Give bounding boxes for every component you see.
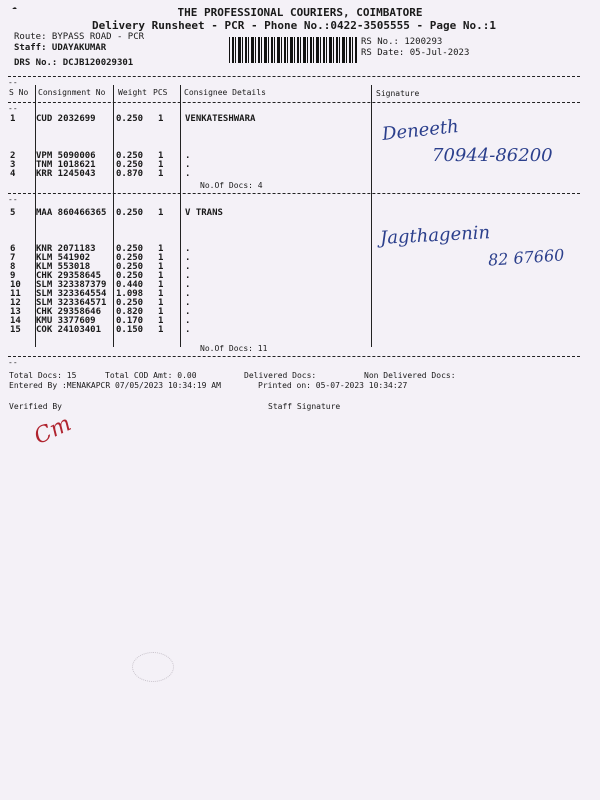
row-consignee: . — [185, 316, 191, 326]
row-weight: 0.440 — [116, 280, 144, 290]
runsheet-title: Delivery Runsheet - PCR - Phone No.:0422-3505555 - Page No.:1 — [92, 19, 496, 32]
staff-signature-label: Staff Signature — [268, 402, 341, 411]
row-consignment: MAA 860466365 — [36, 208, 107, 218]
row-sno: 5 — [10, 208, 16, 218]
stamp-mark — [132, 652, 174, 682]
row-pcs: 1 — [158, 151, 164, 161]
row-sno: 15 — [10, 325, 21, 335]
row-weight: 0.250 — [116, 160, 144, 170]
table-row — [0, 114, 600, 125]
row-pcs: 1 — [158, 244, 164, 254]
row-weight: 0.170 — [116, 316, 144, 326]
row-weight: 0.820 — [116, 307, 144, 317]
divider — [8, 356, 580, 357]
row-pcs: 1 — [158, 253, 164, 263]
row-weight: 0.250 — [116, 151, 144, 161]
row-pcs: 1 — [158, 307, 164, 317]
table-row — [0, 325, 600, 336]
row-sno: 1 — [10, 114, 16, 124]
row-consignee: . — [185, 280, 191, 290]
col-signature: Signature — [376, 89, 420, 98]
non-delivered-docs: Non Delivered Docs: — [364, 371, 456, 380]
row-consignee: . — [185, 307, 191, 317]
corner-mark: ☁ — [12, 2, 17, 11]
company-name: THE PROFESSIONAL COURIERS, COIMBATORE — [177, 6, 423, 19]
col-consignee: Consignee Details — [184, 88, 266, 97]
row-consignee: . — [185, 325, 191, 335]
col-sno: S No — [9, 88, 29, 97]
drs-number: DRS No.: DCJB120029301 — [14, 58, 134, 68]
row-pcs: 1 — [158, 160, 164, 170]
dash-marker: -- — [8, 78, 18, 87]
group1-docs: No.Of Docs: 4 — [200, 181, 263, 190]
row-consignment: TNM 1018621 — [36, 160, 96, 170]
dash-marker: -- — [8, 104, 18, 113]
signature-phone: 82 67660 — [487, 245, 565, 270]
row-consignee: . — [185, 262, 191, 272]
row-weight: 0.250 — [116, 253, 144, 263]
row-sno: 6 — [10, 244, 16, 254]
row-pcs: 1 — [158, 169, 164, 179]
row-pcs: 1 — [158, 114, 164, 124]
row-sno: 13 — [10, 307, 21, 317]
row-consignee: . — [185, 151, 191, 161]
delivered-docs: Delivered Docs: — [244, 371, 317, 380]
printed-on: Printed on: 05-07-2023 10:34:27 — [258, 381, 408, 390]
row-pcs: 1 — [158, 271, 164, 281]
row-consignment: KMU 3377609 — [36, 316, 96, 326]
row-consignee: . — [185, 160, 191, 170]
row-consignment: KNR 2071183 — [36, 244, 96, 254]
row-sno: 14 — [10, 316, 21, 326]
dash-marker: -- — [8, 358, 18, 367]
row-sno: 11 — [10, 289, 21, 299]
row-consignee: . — [185, 271, 191, 281]
row-sno: 2 — [10, 151, 16, 161]
row-pcs: 1 — [158, 208, 164, 218]
row-sno: 7 — [10, 253, 16, 263]
divider — [8, 193, 580, 194]
row-weight: 0.150 — [116, 325, 144, 335]
table-row — [0, 169, 600, 180]
row-pcs: 1 — [158, 298, 164, 308]
row-consignee: . — [185, 244, 191, 254]
row-consignment: SLM 323387379 — [36, 280, 107, 290]
total-docs: Total Docs: 15 — [9, 371, 77, 380]
verifier-signature: Cm — [30, 411, 76, 450]
row-sno: 8 — [10, 262, 16, 272]
table-row — [0, 208, 600, 219]
signature-name: Jagthagenin — [379, 222, 491, 249]
signature-phone: 70944-86200 — [432, 145, 553, 166]
row-weight: 0.250 — [116, 298, 144, 308]
row-consignment: VPM 5090006 — [36, 151, 96, 161]
row-weight: 0.250 — [116, 208, 144, 218]
col-weight: Weight — [118, 88, 147, 97]
row-consignment: COK 24103401 — [36, 325, 102, 335]
entered-by: Entered By :MENAKAPCR 07/05/2023 10:34:19 AM — [9, 381, 221, 390]
row-sno: 4 — [10, 169, 16, 179]
row-consignment: KRR 1245043 — [36, 169, 96, 179]
divider — [8, 76, 580, 77]
rs-number: RS No.: 1200293 — [361, 37, 443, 47]
route: Route: BYPASS ROAD - PCR — [14, 32, 145, 42]
row-consignment: CHK 29358646 — [36, 307, 102, 317]
barcode — [229, 37, 357, 63]
row-weight: 0.250 — [116, 271, 144, 281]
row-consignment: KLM 541902 — [36, 253, 91, 263]
row-pcs: 1 — [158, 280, 164, 290]
row-consignment: CUD 2032699 — [36, 114, 96, 124]
row-weight: 1.098 — [116, 289, 144, 299]
group2-docs: No.Of Docs: 11 — [200, 344, 268, 353]
row-consignee: . — [185, 298, 191, 308]
dash-marker: -- — [8, 195, 18, 204]
signature-name: Deneeth — [381, 116, 460, 145]
row-consignee: V TRANS — [185, 208, 223, 218]
col-pcs: PCS — [153, 88, 168, 97]
row-consignment: KLM 553018 — [36, 262, 91, 272]
row-consignment: SLM 323364554 — [36, 289, 107, 299]
row-sno: 9 — [10, 271, 16, 281]
row-pcs: 1 — [158, 325, 164, 335]
row-consignee: . — [185, 289, 191, 299]
row-weight: 0.250 — [116, 114, 144, 124]
row-sno: 12 — [10, 298, 21, 308]
row-pcs: 1 — [158, 316, 164, 326]
row-weight: 0.250 — [116, 244, 144, 254]
row-pcs: 1 — [158, 289, 164, 299]
row-sno: 10 — [10, 280, 21, 290]
row-consignee: VENKATESHWARA — [185, 114, 256, 124]
row-weight: 0.870 — [116, 169, 144, 179]
row-pcs: 1 — [158, 262, 164, 272]
row-consignee: . — [185, 169, 191, 179]
row-weight: 0.250 — [116, 262, 144, 272]
col-consignment: Consignment No — [38, 88, 106, 97]
row-sno: 3 — [10, 160, 16, 170]
staff: Staff: UDAYAKUMAR — [14, 43, 107, 53]
row-consignee: . — [185, 253, 191, 263]
rs-date: RS Date: 05-Jul-2023 — [361, 48, 470, 58]
total-cod: Total COD Amt: 0.00 — [105, 371, 197, 380]
row-consignment: SLM 323364571 — [36, 298, 107, 308]
divider — [8, 102, 580, 103]
verified-by-label: Verified By — [9, 402, 62, 411]
row-consignment: CHK 29358645 — [36, 271, 102, 281]
